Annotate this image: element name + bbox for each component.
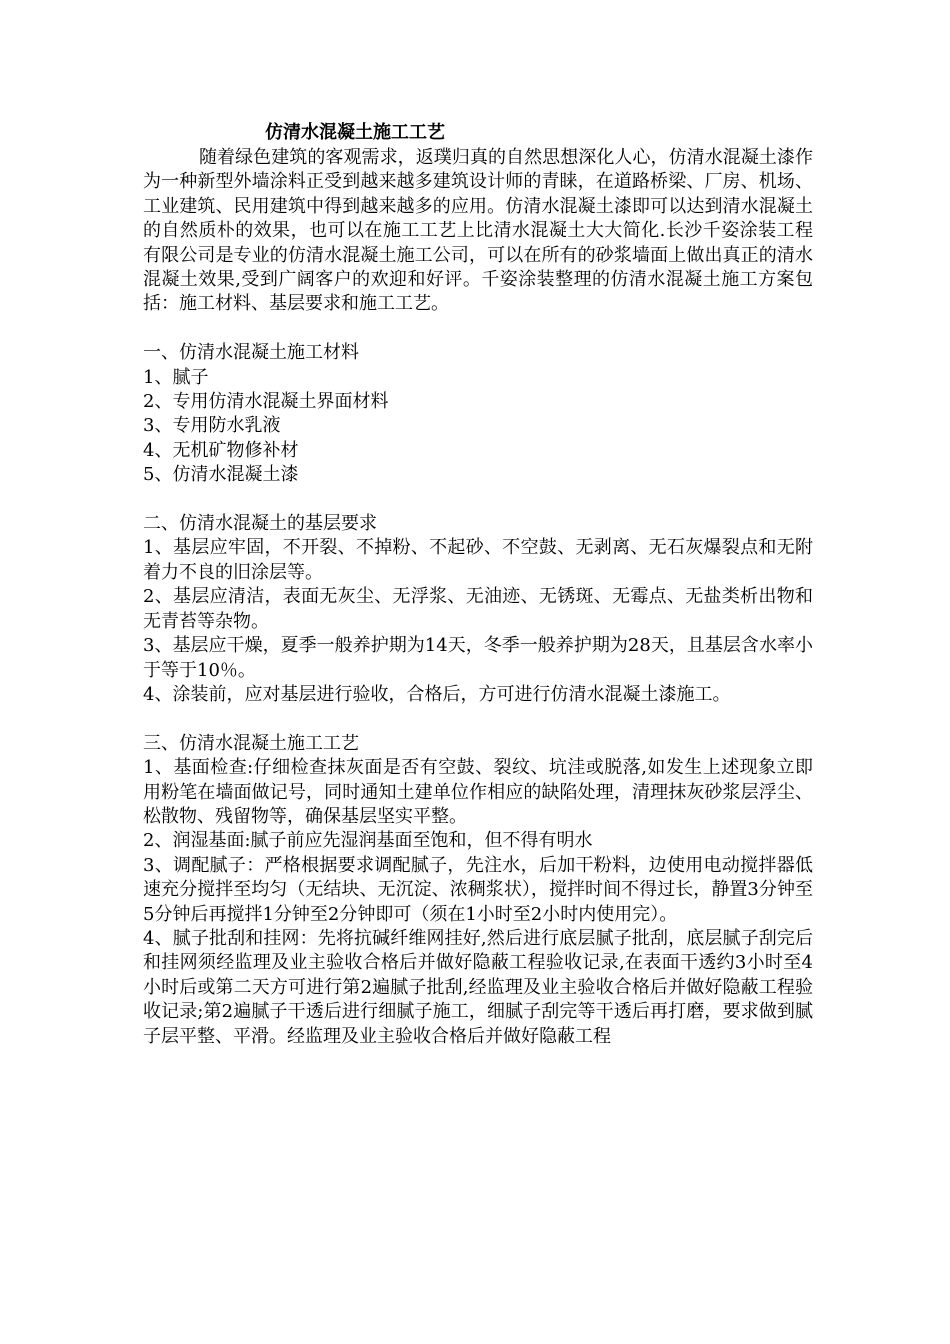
process-list: [143, 756, 813, 1049]
list-item: 1、腻子: [143, 366, 209, 388]
list-item: 5、仿清水混凝土漆: [143, 464, 299, 486]
blank-line: [143, 317, 813, 341]
list-item: 3、调配腻子：严格根据要求调配腻子，先注水，后加干粉料，边使用电动搅拌器低速充分搅拌至均匀（无结块、无沉淀、浓稠浆状），搅拌时间不得过长，静置3分钟至5分钟后再搅拌1分钟至2分钟即可（须在1小时至2小时内使用完）。: [143, 854, 813, 925]
list-item: 2、基层应清洁，表面无灰尘、无浮浆、无油迹、无锈斑、无霉点、无盐类析出物和无青苔等杂物。: [143, 586, 813, 632]
section-heading-base-requirements: 二、仿清水混凝土的基层要求: [143, 513, 377, 535]
list-item: 3、专用防水乳液: [143, 415, 281, 437]
list-item: 4、涂装前，应对基层进行验收，合格后，方可进行仿清水混凝土漆施工。: [143, 683, 731, 705]
list-item: 4、无机矿物修补材: [143, 439, 299, 461]
section-heading-process: 三、仿清水混凝土施工工艺: [143, 732, 359, 754]
document-page: [143, 120, 813, 1049]
document-title: 仿清水混凝土施工工艺: [265, 122, 445, 143]
list-item: 2、润湿基面:腻子前应先湿润基面至饱和，但不得有明水: [143, 830, 593, 852]
section-heading-materials: 一、仿清水混凝土施工材料: [143, 342, 359, 364]
materials-list: [143, 366, 813, 488]
list-item: 1、基层应牢固，不开裂、不掉粉、不起砂、不空鼓、无剥离、无石灰爆裂点和无附着力不良的旧涂层等。: [143, 537, 813, 583]
list-item: 1、基面检查:仔细检查抹灰面是否有空鼓、裂纹、坑洼或脱落,如发生上述现象立即用粉笔在墙面做记号，同时通知土建单位作相应的缺陷处理，清理抹灰砂浆层浮尘、松散物、残留物等，确保基层坚实平整。: [143, 757, 813, 827]
list-item: 2、专用仿清水混凝土界面材料: [143, 391, 389, 413]
intro-paragraph: 随着绿色建筑的客观需求，返璞归真的自然思想深化人心，仿清水混凝土漆作为一种新型外墙涂料正受到越来越多建筑设计师的青睐，在道路桥梁、厂房、机场、工业建筑、民用建筑中得到越来越多的应用。仿清水混凝土漆即可以达到清水混凝土的自然质朴的效果，也可以在施工工艺上比清水混凝土大大简化.长沙千姿涂装工程有限公司是专业的仿清水混凝土施工公司，可以在所有的砂浆墙面上做出真正的清水混凝土效果,受到广阔客户的欢迎和好评。千姿涂装整理的仿清水混凝土施工方案包括：施工材料、基层要求和施工工艺。: [143, 147, 813, 315]
list-item: 3、基层应干燥，夏季一般养护期为14天，冬季一般养护期为28天，且基层含水率小于等于10％。: [143, 635, 813, 681]
list-item: 4、腻子批刮和挂网：先将抗碱纤维网挂好,然后进行底层腻子批刮，底层腻子刮完后和挂网须经监理及业主验收合格后并做好隐蔽工程验收记录,在表面干透约3小时至4小时后或第二天方可进行第2遍腻子批刮,经监理及业主验收合格后并做好隐蔽工程验收记录;第2遍腻子干透后进行细腻子施工，细腻子刮完等干透后再打磨，要求做到腻子层平整、平滑。经监理及业主验收合格后并做好隐蔽工程: [143, 927, 813, 1047]
blank-line: [143, 707, 813, 731]
base-requirements-list: [143, 536, 813, 707]
blank-line: [143, 488, 813, 512]
